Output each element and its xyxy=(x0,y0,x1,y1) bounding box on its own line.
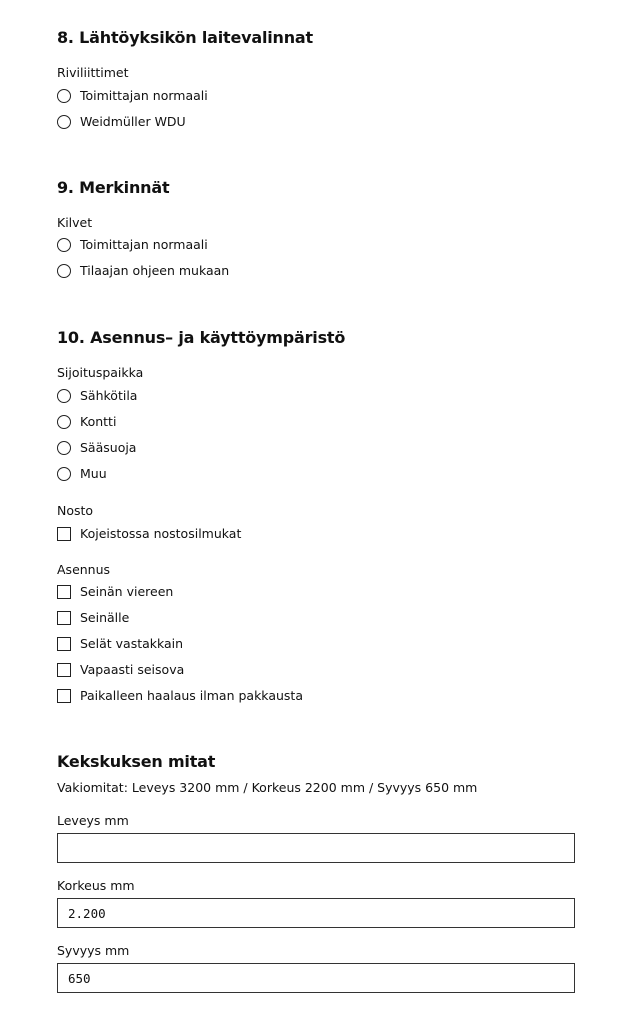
radio-option-muu[interactable] xyxy=(57,464,107,484)
option-label: Toimittajan normaali xyxy=(80,88,208,103)
option-label: Sääsuoja xyxy=(80,440,137,455)
checkbox-option-paikalleen-haalaus[interactable] xyxy=(57,686,303,706)
radio-icon[interactable] xyxy=(57,89,71,103)
checkbox-option-selat-vastakkain[interactable] xyxy=(57,634,183,654)
syvyys-input[interactable] xyxy=(57,963,575,993)
field-label-leveys: Leveys mm xyxy=(57,813,129,828)
radio-option-tilaajan-ohjeen-mukaan[interactable] xyxy=(57,261,229,281)
option-label: Muu xyxy=(80,466,107,481)
checkbox-option-vapaasti-seisova[interactable] xyxy=(57,660,184,680)
option-label: Seinälle xyxy=(80,610,130,625)
radio-icon[interactable] xyxy=(57,115,71,129)
checkbox-icon[interactable] xyxy=(57,689,71,703)
group-label-sijoituspaikka: Sijoituspaikka xyxy=(57,365,144,380)
checkbox-icon[interactable] xyxy=(57,527,71,541)
group-label-asennus: Asennus xyxy=(57,562,111,577)
section-title-9: 9. Merkinnät xyxy=(57,178,170,197)
checkbox-icon[interactable] xyxy=(57,611,71,625)
field-label-syvyys: Syvyys mm xyxy=(57,943,130,958)
radio-option-sahkotila[interactable] xyxy=(57,386,137,406)
radio-option-toimittajan-normaali-9[interactable] xyxy=(57,235,208,255)
option-label: Toimittajan normaali xyxy=(80,237,208,252)
checkbox-option-seinalle[interactable] xyxy=(57,608,129,628)
radio-icon[interactable] xyxy=(57,238,71,252)
option-label: Vapaasti seisova xyxy=(80,662,185,677)
radio-option-saasuoja[interactable] xyxy=(57,438,136,458)
radio-icon[interactable] xyxy=(57,467,71,481)
option-label: Selät vastakkain xyxy=(80,636,184,651)
dimensions-description: Vakiomitat: Leveys 3200 mm / Korkeus 2200 mm / Syvyys 650 mm xyxy=(57,780,478,795)
option-label: Weidmüller WDU xyxy=(80,114,186,129)
checkbox-icon[interactable] xyxy=(57,637,71,651)
checkbox-icon[interactable] xyxy=(57,663,71,677)
group-label-kilvet: Kilvet xyxy=(57,215,93,230)
option-label: Seinän viereen xyxy=(80,584,174,599)
section-title-dimensions: Kekskuksen mitat xyxy=(57,752,216,771)
checkbox-icon[interactable] xyxy=(57,585,71,599)
checkbox-option-seinan-viereen[interactable] xyxy=(57,582,173,602)
radio-option-weidmuller-wdu[interactable] xyxy=(57,112,186,132)
checkbox-option-kojeistossa-nostosilmukat[interactable] xyxy=(57,524,241,544)
radio-icon[interactable] xyxy=(57,415,71,429)
option-label: Kontti xyxy=(80,414,117,429)
field-label-korkeus: Korkeus mm xyxy=(57,878,135,893)
radio-icon[interactable] xyxy=(57,264,71,278)
option-label: Kojeistossa nostosilmukat xyxy=(80,526,242,541)
option-label: Paikalleen haalaus ilman pakkausta xyxy=(80,688,303,703)
group-label-riviliittimet: Riviliittimet xyxy=(57,65,129,80)
section-title-10: 10. Asennus– ja käyttöympäristö xyxy=(57,328,346,347)
section-title-8: 8. Lähtöyksikön laitevalinnat xyxy=(57,28,313,47)
radio-option-toimittajan-normaali-8[interactable] xyxy=(57,86,208,106)
korkeus-input[interactable] xyxy=(57,898,575,928)
option-label: Sähkötila xyxy=(80,388,138,403)
radio-icon[interactable] xyxy=(57,389,71,403)
leveys-input[interactable] xyxy=(57,833,575,863)
group-label-nosto: Nosto xyxy=(57,503,94,518)
option-label: Tilaajan ohjeen mukaan xyxy=(80,263,230,278)
radio-option-kontti[interactable] xyxy=(57,412,116,432)
radio-icon[interactable] xyxy=(57,441,71,455)
